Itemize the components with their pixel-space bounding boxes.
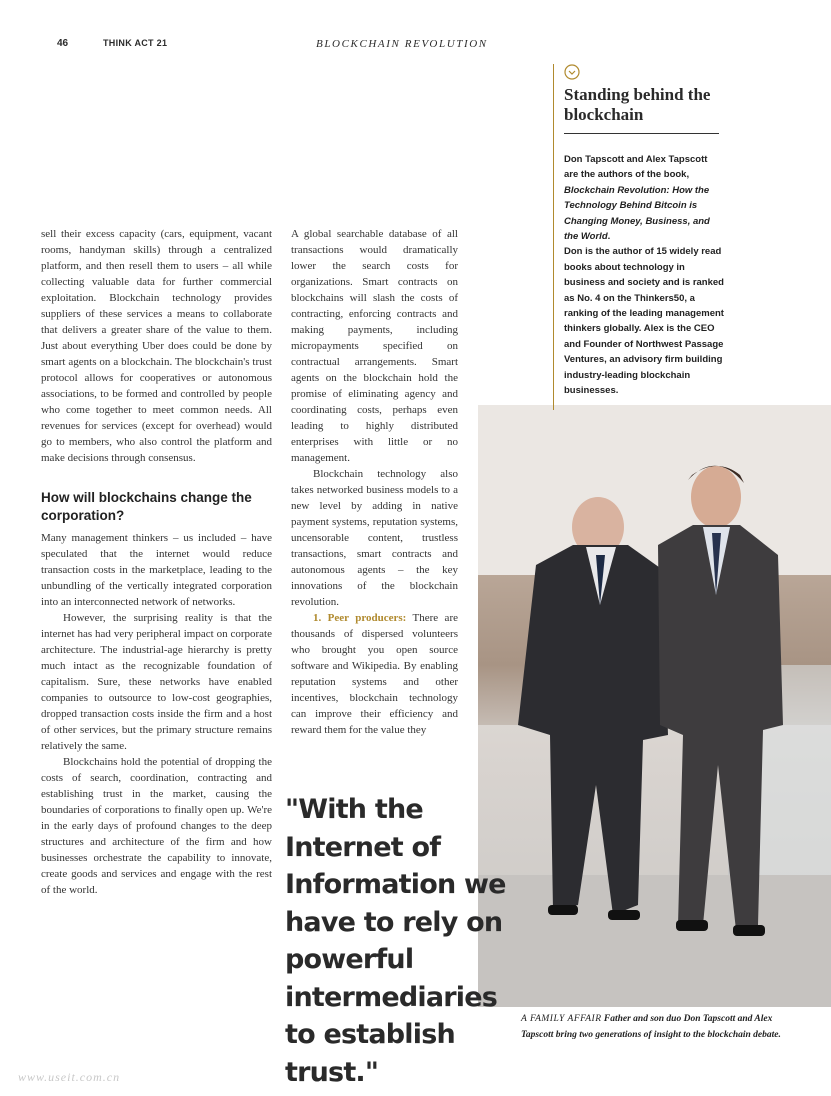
pull-quote: "With the Internet of Information we have to rely on powerful intermediaries to establish trust.": [285, 794, 506, 1088]
column1-paragraph: Many management thinkers – us included – have speculated that the internet would reduce transaction costs in the marketplace, leading to the unbundling of the vertically integrated corporation into an interconnected network of networks.: [41, 532, 272, 608]
column1-paragraph: However, the surprising reality is that the internet has had very peripheral impact on corporate architecture. The industrial-age hierarchy is pretty much intact as the recognizable foundation of capitalism. Sure, these networks have enabled companies to outsource to low-cost geographies, dropped transaction costs inside the firm and a host of other services, but the primary structure remains relatively the same.: [41, 612, 272, 752]
list-text: There are thousands of dispersed volunteers who brought you open source software and Wikipedia. By enabling reputation systems and other incentives, blockchain technology can improve their efficiency and reward them for the value they: [291, 612, 458, 736]
caption-tag: A FAMILY AFFAIR: [521, 1014, 602, 1024]
sidebar-divider: [564, 133, 719, 134]
column1-paragraph: sell their excess capacity (cars, equipment, vacant rooms, handyman skills) through a centralized platform, and then resell them to users – all while collecting valuable data for further commercial exploitation. Blockchain technology provides suppliers of these services a means to collaborate that delivers a greater share of the value to them. Just about everything Uber does could be done by smart agents on a blockchain. The blockchain's trust protocol allows for cooperatives or autonomous associations, to be formed and controlled by people who come together to meet common needs. All revenues for services (except for overhead) would go to members, who also control the platform and make decisions through consensus.: [41, 228, 272, 464]
sidebar-bio: Don is the author of 15 widely read books about technology in business and society and is ranked as No. 4 on the Thinkers50, a ranking of the leading management thinkers globally. Alex is the CEO and Founder of Northwest Passage Ventures, an advisory firm building industry-leading blockchain businesses.: [564, 246, 724, 397]
list-lead: 1. Peer producers:: [313, 612, 407, 624]
sidebar-title: Standing behind the blockchain: [564, 85, 711, 124]
photo-caption: [521, 1012, 781, 1043]
article-column-2: [291, 226, 523, 738]
watermark: www.useit.com.cn: [18, 1070, 121, 1084]
caption-text: Father and son duo Don Tapscott and Alex Tapscott bring two generations of insight to the blockchain debate.: [521, 1014, 781, 1040]
subheading: How will blockchains change the corporation?: [41, 490, 252, 523]
sidebar-intro-end: .: [607, 231, 611, 243]
author-sidebar: [553, 64, 724, 410]
book-title: Blockchain Revolution: How the Technology Behind Bitcoin is Changing Money, Business, and the World: [564, 184, 710, 243]
sidebar-body: [564, 152, 724, 399]
column2-paragraph: Blockchain technology also takes networked business models to a new level by adding in native payment systems, reputation systems, uncensorable content, trustless transactions, smart contracts and autonomous agents – the key innovations of the blockchain revolution.: [291, 468, 458, 608]
column2-paragraph: A global searchable database of all transactions would dramatically lower the search costs for organizations. Smart contracts on blockchains will slash the costs of contracting, enforcing contracts and making payments, including micropayments specified on contractual arrangements. Smart agents on the blockchain hold the promise of eliminating agency and coordinating costs, perhaps even leading to highly distributed enterprises with little or no management.: [291, 228, 458, 464]
column1-paragraph: Blockchains hold the potential of dropping the costs of search, coordination, contracting and establishing trust in the market, causing the boundaries of corporations to finally open up. We're in the early days of profound changes to the deep structures and architecture of the firm and how businesses orchestrate the capability to innovate, create goods and services and engage with the rest of the world.: [41, 756, 272, 896]
section-title: BLOCKCHAIN REVOLUTION: [316, 38, 488, 50]
article-column-1: [41, 226, 272, 898]
page-number: 46: [57, 38, 69, 49]
sidebar-intro: Don Tapscott and Alex Tapscott are the authors of the book,: [564, 154, 708, 181]
magazine-name: THINK ACT 21: [103, 38, 168, 48]
circle-arrow-down-icon: [564, 64, 580, 80]
